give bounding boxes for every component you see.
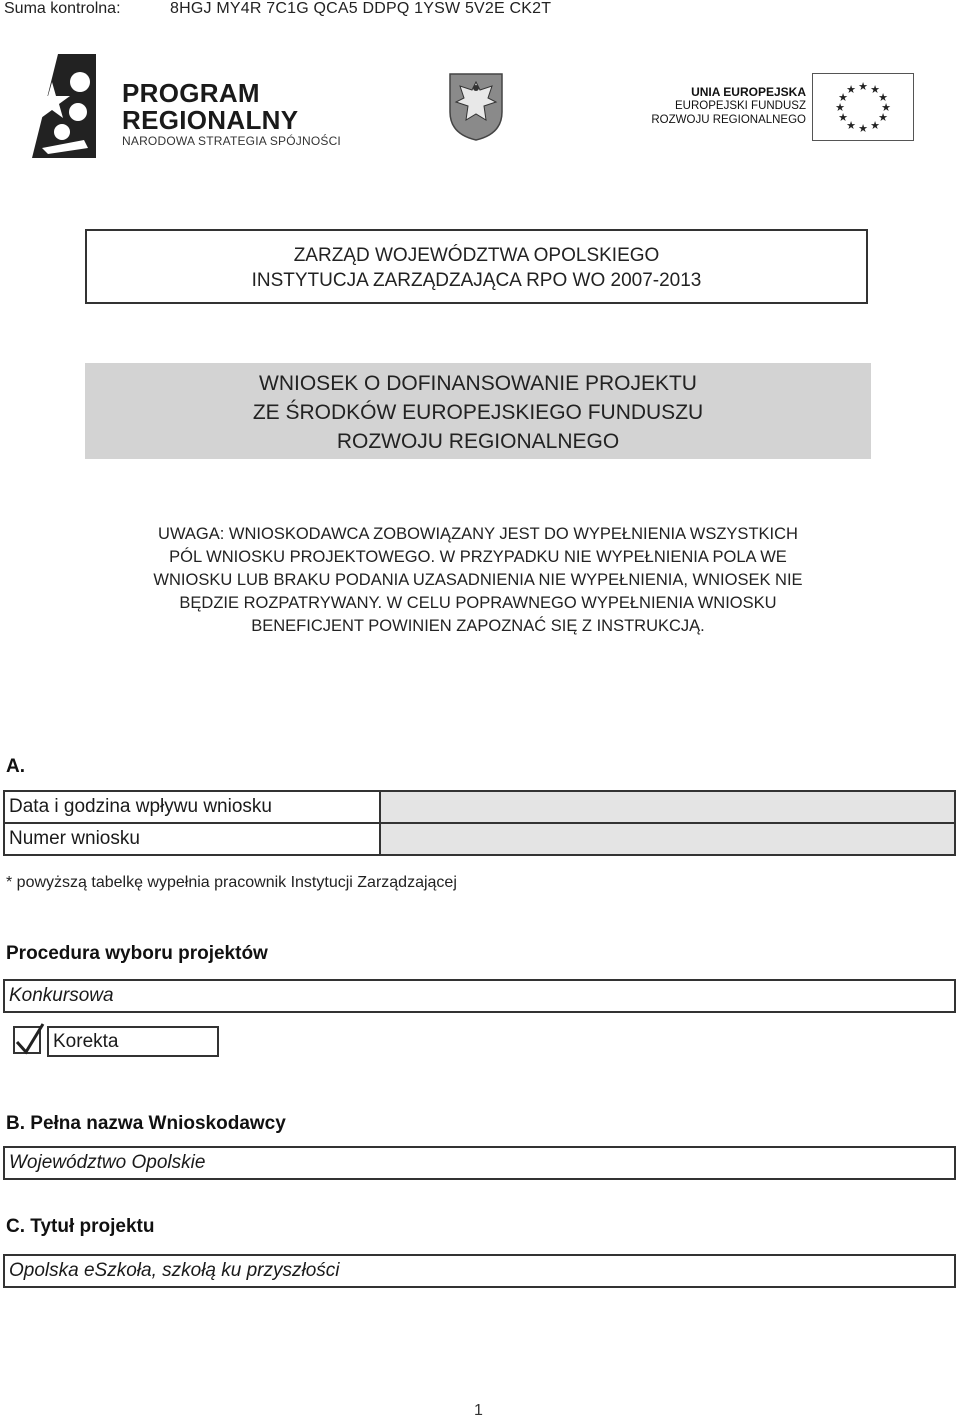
application-number-label: Numer wniosku [4,823,380,855]
table-row [4,791,955,823]
section-a-label: A. [6,756,25,777]
title-line-2: ZE ŚRODKÓW EUROPEJSKIEGO FUNDUSZU [252,401,704,424]
warning-notice: UWAGA: WNIOSKODAWCA ZOBOWIĄZANY JEST DO WYPEŁNIENIA WSZYSTKICH PÓL WNIOSKU PROJEKTOWEGO. W PRZYPADKU NIE WYPEŁNIENIA POLA WE WNIOSKU LUB BRAKU PODANIA UZASADNIENIA NIE WYPEŁNIENIA, WNIOSEK NIE BĘDZIE ROZPATRYWANY. W CELU POPRAWNEGO WYPEŁNIENIA WNIOSKU BENEFICJENT POWINIEN ZAPOZNAĆ SIĘ Z INSTRUKCJĄ. [153,525,803,635]
svg-text:★: ★ [846,83,856,96]
program-regionalny-subtitle: NARODOWA STRATEGIA SPÓJNOŚCI [122,134,341,148]
svg-text:★: ★ [838,91,848,104]
eu-flag-icon [812,73,914,141]
procedure-heading: Procedura wyboru projektów [6,943,268,964]
svg-text:★: ★ [878,111,888,124]
svg-text:★: ★ [870,119,880,132]
intake-date-label: Data i godzina wpływu wniosku [4,791,380,823]
intake-table [3,790,956,856]
intake-date-field[interactable] [380,791,955,823]
project-title-field[interactable]: Opolska eSzkoła, szkołą ku przyszłości [3,1254,956,1288]
header-line-2: INSTYTUCJA ZARZĄDZAJĄCA RPO WO 2007-2013 [251,270,702,291]
program-regionalny-logo [28,52,368,162]
svg-text:★: ★ [878,91,888,104]
applicant-name-field[interactable]: Województwo Opolskie [3,1146,956,1180]
procedure-field[interactable]: Konkursowa [3,979,956,1013]
header-line-1: ZARZĄD WOJEWÓDZTWA OPOLSKIEGO [293,245,660,266]
svg-text:★: ★ [858,122,868,135]
title-line-1: WNIOSEK O DOFINANSOWANIE PROJEKTU [259,372,697,395]
svg-text:★: ★ [870,83,880,96]
application-number-field[interactable] [380,823,955,855]
svg-text:★: ★ [835,101,845,114]
application-title [85,363,871,459]
page-number: 1 [474,1402,483,1419]
managing-authority-header [85,229,868,304]
project-title-heading: C. Tytuł projektu [6,1216,155,1237]
checkmark-icon [13,1022,45,1056]
applicant-name-heading: B. Pełna nazwa Wnioskodawcy [6,1113,286,1134]
checksum-value: 8HGJ MY4R 7C1G QCA5 DDPQ 1YSW 5V2E CK2T [170,0,552,17]
correction-checkbox[interactable] [13,1026,41,1054]
program-regionalny-wordmark: PROGRAM REGIONALNY [122,78,299,135]
title-line-3: ROZWOJU REGIONALNEGO [336,430,620,453]
table-footnote: * powyższą tabelkę wypełnia pracownik Instytucji Zarządzającej [6,874,457,891]
checksum-label: Suma kontrolna: [4,0,121,17]
correction-label: Korekta [47,1026,219,1057]
program-regionalny-emblem-icon [28,52,120,160]
svg-text:★: ★ [846,119,856,132]
svg-text:★: ★ [881,101,891,114]
table-row [4,823,955,855]
eu-fund-text: UNIA EUROPEJSKA EUROPEJSKI FUNDUSZ ROZWOJU REGIONALNEGO [651,85,806,126]
svg-text:★: ★ [838,111,848,124]
svg-text:★: ★ [858,80,868,93]
opolskie-eagle-crest-icon [448,72,504,142]
checksum-line [4,0,552,18]
